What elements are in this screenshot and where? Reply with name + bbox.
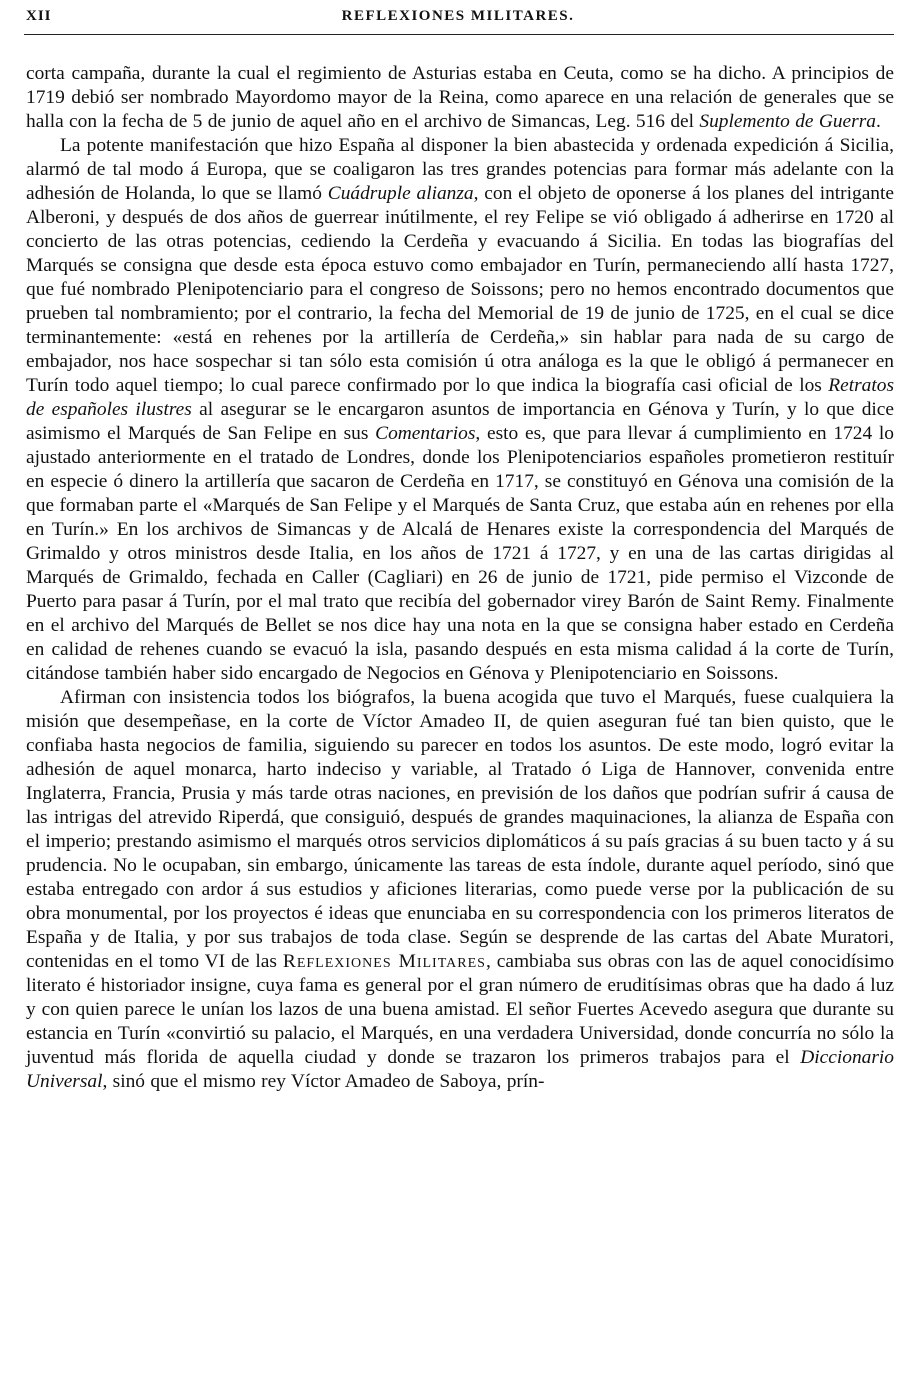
text-run: , cambiaba sus obras con las de aquel conocidísimo literato é historiador insigne, cuya fama es general por el gran número de eruditísimas obras que ha dado á luz y con quien parece le unían los lazos de una buena amistad. El señor Fuertes Acevedo asegura que durante su estancia en Turín «convirtió su palacio, el Marqués, en una verdadera Universidad, donde concurría no sólo la juventud más florida de aquella ciudad y donde se trazaron los primeros trabajos para el	[26, 951, 895, 1068]
page-number: XII	[26, 8, 52, 24]
italic-title: Cuádruple alianza	[327, 183, 474, 204]
text-run: corta campaña, durante la cual el regimiento de Asturias estaba en Ceuta, como se ha dicho. A principios de 1719 debió ser nombrado Mayordomo mayor de la Reina, como aparece en una relación de generales que se halla con la fecha de 5 de junio de aquel año en el archivo de Simancas, Leg. 516 del	[26, 63, 894, 132]
paragraph	[26, 686, 894, 1094]
text-run: , esto es, que para llevar á cumplimiento en 1724 lo ajustado anteriormente en el tratado de Londres, donde los Plenipotenciarios españoles prometieron restituír en especie ó dinero la artillería que sacaron de Cerdeña en 1717, se constituyó en Génova una comisión de la que formaban parte el «Marqués de San Felipe y el Marqués de Santa Cruz, que estaba aún en rehenes por ella en Turín.» En los archivos de Simancas y de Alcalá de Henares existe la correspondencia del Marqués de Grimaldo y otros ministros desde Italia, en los años de 1721 á 1727, y en una de las cartas dirigidas al Marqués de Grimaldo, fechada en Caller (Cagliari) en 26 de junio de 1721, pide permiso el Vizconde de Puerto para pasar á Turín, por el mal trato que recibía del gobernador virey Barón de Saint Remy. Finalmente en el archivo del Marqués de Bellet se nos dice hay una nota en la que se consigna haber estado en Cerdeña en calidad de rehenes cuando se evacuó la isla, pasando después en esta misma calidad á la corte de Turín, citándose también haber sido encargado de Negocios en Génova y Plenipotenciario en Soissons.	[26, 423, 894, 684]
text-run: .	[875, 111, 881, 132]
text-run: , con el objeto de oponerse á los planes del intrigante Alberoni, y después de dos años de guerrear inútilmente, el rey Felipe se vió obligado á adherirse en 1720 al concierto de las otras potencias, cediendo la Cerdeña y evacuando á Sicilia. En todas las biografías del Marqués se consigna que desde esta época estuvo como embajador en Turín, permaneciendo allí hasta 1727, que fué nombrado Plenipotenciario para el congreso de Soissons; pero no hemos encontrado documentos que prueben tal nombramiento; por el contrario, la fecha del Memorial de 19 de junio de 1725, en el cual se dice terminantemente: «está en rehenes por la artillería de Cerdeña,» sin hablar para nada de su cargo de embajador, nos hace sospechar si tan sólo esta comisión ú otra análoga es la que le obligó á permanecer en Turín todo aquel tiempo; lo cual parece confirmado por lo que indica la biografía casi oficial de los	[26, 183, 894, 396]
paragraph	[26, 62, 894, 134]
text-run: , sinó que el mismo rey Víctor Amadeo de Saboya, prín-	[102, 1071, 545, 1092]
italic-title: Diccionario Universal	[26, 1047, 894, 1092]
header-rule	[24, 34, 894, 35]
italic-title: Retratos de españoles ilustres	[26, 375, 894, 420]
paragraph	[26, 134, 894, 686]
text-run: al asegurar se le encargaron asuntos de importancia en Génova y Turín, y lo que dice asimismo el Marqués de San Felipe en sus	[26, 399, 894, 444]
italic-title: Comentarios	[375, 423, 476, 444]
running-head	[26, 8, 890, 30]
running-title: REFLEXIONES MILITARES.	[341, 8, 575, 24]
body-text	[26, 62, 894, 1094]
smallcaps-title: Reflexiones Militares	[282, 951, 486, 972]
text-run: La potente manifestación que hizo España al disponer la bien abastecida y ordenada expedición á Sicilia, alarmó de tal modo á Europa, que se coaligaron las tres grandes potencias para formar más adelante con la adhesión de Holanda, lo que se llamó	[26, 135, 894, 204]
italic-title: Suplemento de Guerra	[699, 111, 876, 132]
text-run: Afirman con insistencia todos los biógrafos, la buena acogida que tuvo el Marqués, fuese cualquiera la misión que desempeñase, en la corte de Víctor Amadeo II, de quien aseguran fué tan bien quisto, que le confiaba hasta negocios de familia, siguiendo su parecer en todos los asuntos. De este modo, logró evitar la adhesión de aquel monarca, harto indeciso y variable, al Tratado ó Liga de Hannover, convenida entre Inglaterra, Francia, Prusia y más tarde otras naciones, en previsión de los daños que podrían sufrir á causa de las intrigas del atrevido Riperdá, que consiguió, después de grandes maquinaciones, la alianza de España con el imperio; prestando asimismo el marqués otros servicios diplomáticos á su país gracias á su buen tacto y á su prudencia. No le ocupaban, sin embargo, únicamente las tareas de esta índole, durante aquel período, sinó que estaba entregado con ardor á sus estudios y aficiones literarias, como puede verse por la publicación de su obra monumental, por los proyectos é ideas que enunciaba en su correspondencia con los primeros literatos de España y de Italia, y por sus trabajos de toda clase. Según se desprende de las cartas del Abate Muratori, contenidas en el tomo VI de las	[26, 687, 894, 972]
